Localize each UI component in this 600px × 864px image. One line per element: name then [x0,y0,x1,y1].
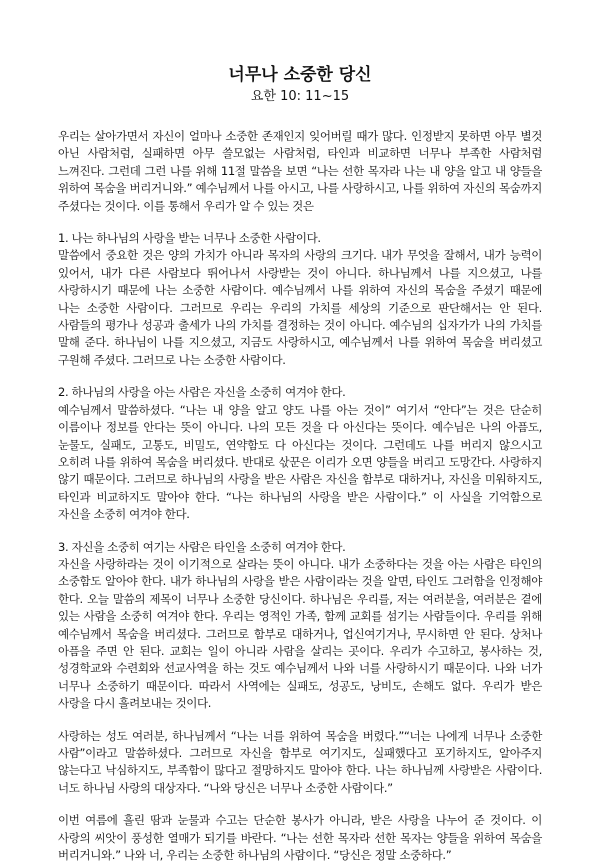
section-2 [58,384,542,523]
section-2-body: 예수님께서 말씀하셨다. “나는 내 양을 알고 양도 나를 아는 것이” 여기서 “안다”는 것은 단순히 이름이나 정보를 안다는 뜻이 아니다. 나의 모든 것을 다 아신다는 뜻이다. 예수님은 나의 아픔도, 눈물도, 실패도, 고통도, 비밀도, 연약함도 다 아신다는 것이다. 그런데도 나를 버리지 않으시고 오히려 나를 위하여 목숨을 버리셨다. 반대로 삯꾼은 이리가 오면 양들을 버리고 도망간다. 사랑하지 않기 때문이다. 그러므로 하나님의 사랑을 받은 사람은 자신을 함부로 대하거나, 자신을 미워하지도, 타인과 비교하지도 말아야 한다. “나는 하나님의 사랑을 받은 사람이다.” 이 사실을 기억함으로 자신을 소중히 여겨야 한다. [58,402,542,522]
scripture-reference: 요한 10: 11~15 [250,89,350,104]
closing-paragraph-1: 사랑하는 성도 여러분, 하나님께서 “나는 너를 위하여 목숨을 버렸다.”“너는 나에게 너무나 소중한 사람”이라고 말씀하셨다. 그러므로 자신을 함부로 여기지도, 실패했다고 포기하지도, 알아주지 않는다고 낙심하지도, 부족함이 많다고 절망하지도 말아야 한다. 나는 하나님께 사랑받은 사람이다. 너도 하나님 사랑의 대상자다. “나와 당신은 너무나 소중한 사람이다.” [58,728,542,795]
section-2-heading: 2. 하나님의 사랑을 아는 사람은 자신을 소중히 여겨야 한다. [58,385,346,400]
section-3-body: 자신을 사랑하라는 것이 이기적으로 살라는 뜻이 아니다. 내가 소중하다는 것을 아는 사람은 타인의 소중함도 알아야 한다. 내가 하나님의 사랑을 받은 사람이라는 것을 알면, 타인도 그러함을 인정해야 한다. 오늘 말씀의 제목이 너무나 소중한 당신이다. 하나님은 우리를, 저는 여러분을, 여러분은 곁에 있는 사람을 소중히 여겨야 한다. 우리는 영적인 가족, 함께 교회를 섬기는 사람들이다. 우리를 위해 예수님께서 목숨을 버리셨다. 그러므로 함부로 대하거나, 업신여기거나, 무시하면 안 된다. 상처나 아픔을 주면 안 된다. 교회는 일이 아니라 사람을 살리는 곳이다. 우리가 수고하고, 봉사하는 것, 성경학교와 수련회와 선교사역을 하는 것도 예수님께서 나와 너를 사랑하시기 때문이다. 나와 너가 너무나 소중하기 때문이다. 따라서 사역에는 실패도, 성공도, 낭비도, 손해도 없다. 우리가 받은 사랑을 다시 흘려보내는 것이다. [58,556,542,711]
section-1-heading: 1. 나는 하나님의 사랑을 받는 너무나 소중한 사람이다. [58,231,321,246]
page-title: 너무나 소중한 당신 [228,65,372,85]
section-3-heading: 3. 자신을 소중히 여기는 사람은 타인을 소중히 여겨야 한다. [58,539,346,554]
section-1-body: 말씀에서 중요한 것은 양의 가치가 아니라 목자의 사랑의 크기다. 내가 무엇을 잘해서, 내가 능력이 있어서, 내가 다른 사람보다 뛰어나서 사랑받는 것이 아니다. 하나님께서 나를 지으셨고, 나를 사랑하시기 때문에 나는 소중한 사람이다. 예수님께서 나를 위하여 자신의 목숨을 주셨기 때문에 나는 소중한 사람이다. 그러므로 우리는 우리의 가치를 세상의 기준으로 판단해서는 안 된다. 사람들의 평가나 성공과 출세가 나의 가치를 결정하는 것이 아니다. 예수님의 십자가가 나의 가치를 말해 준다. 하나님이 나를 지으셨고, 지금도 사랑하시고, 예수님께서 나를 위하여 목숨을 버리셨고 구원해 주셨다. 그러므로 나는 소중한 사람이다. [58,248,542,367]
intro-paragraph: 우리는 살아가면서 자신이 얼마나 소중한 존재인지 잊어버릴 때가 많다. 인정받지 못하면 아무 별것 아닌 사람처럼, 실패하면 아무 쓸모없는 사람처럼, 타인과 비교하면 너무나 부족한 사람처럼 느껴진다. 그런데 그런 나를 위해 11절 말씀을 보면 “나는 선한 목자라 나는 내 양을 알고 내 양들을 위하여 목숨을 버리거니와.” 예수님께서 나를 아시고, 나를 사랑하시고, 나를 위하여 자신의 목숨까지 주셨다는 것이다. 이를 통해서 우리가 알 수 있는 것은 [58,129,542,213]
section-3 [58,539,542,713]
closing-paragraph-2: 이번 여름에 흘린 땀과 눈물과 수고는 단순한 봉사가 아니라, 받은 사랑을 나누어 준 것이다. 이 사랑의 씨앗이 풍성한 열매가 되기를 바란다. “나는 선한 목자라 선한 목자는 양들을 위하여 목숨을 버리거니와.” 나와 너, 우리는 소중한 하나님의 사람이다. “당신은 정말 소중하다.” [58,813,542,863]
section-1 [58,230,542,369]
